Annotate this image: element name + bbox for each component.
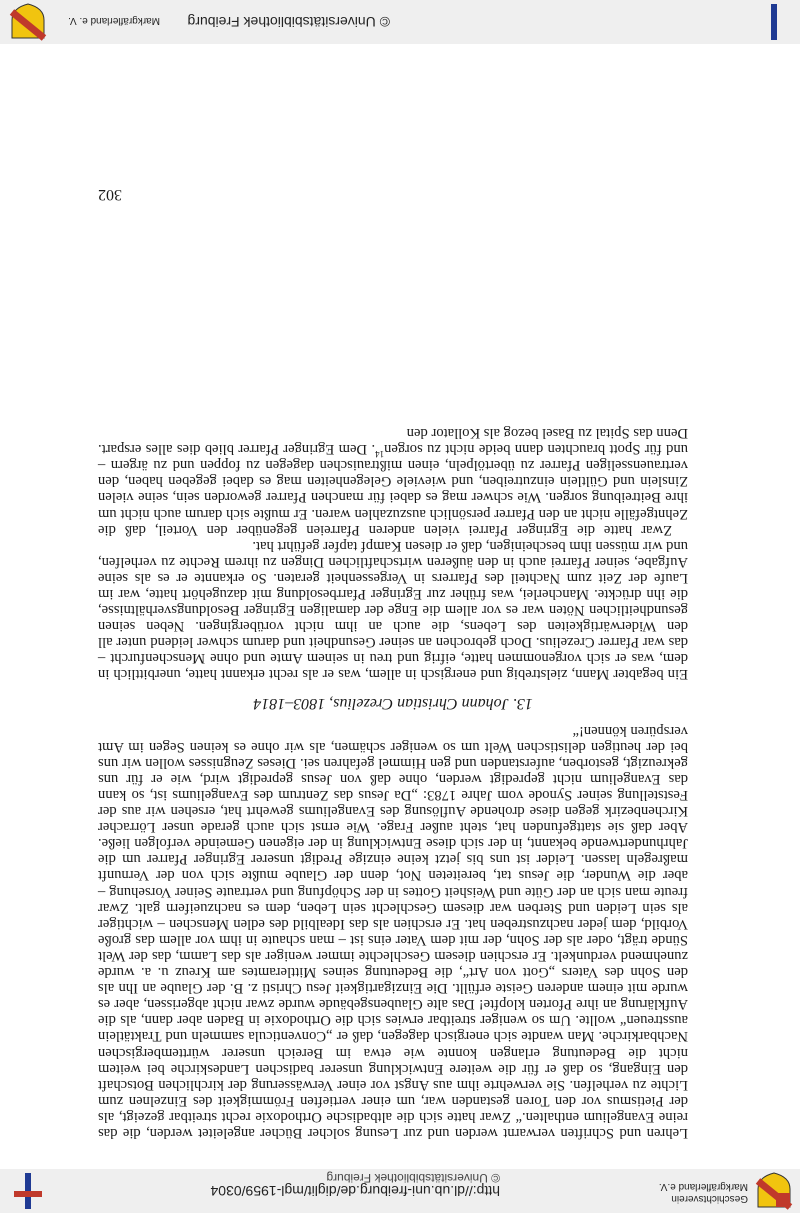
university-library-logo-icon xyxy=(8,1171,48,1211)
society-crest-icon xyxy=(8,2,48,42)
digital-library-url[interactable]: http://dl.ub.uni-freiburg.de/diglit/mgl-1959/0304 xyxy=(210,1183,500,1199)
body-paragraph: Lehren und Schriften verwarnt werden und zur Lesung solcher Bücher angeleitet werden, die das reine Evangelium enthalten.“ Zwar hatte sich die altbadische Orthodoxie recht streitbar gezeigt, als der Pietismus vor den Toren gestanden war, um einer vertieften Frömmigkeit des Einzelnen zum Lichte zu verhelfen. Sie verwehrte ihm aus Angst vor einer Verwässerung der kirchlichen Botschaft den Eingang, so daß er für die weitere Entwicklung unserer badischen Landeskirche bei weitem nicht die Bedeutung erlangen konnte wie etwa im Bereich unserer württembergischen Nachbarkirche. Man wandte sich energisch dagegen, daß er „Conventicula sammeln und Traktätlein ausstreuen“ wollte. Um so weniger streitbar erwies sich die Orthodoxie in Baden aber dann, als die Aufklärung an ihre Pforten klopfte! Das alte Glaubensgebäude wurde zwar nicht abgerissen, aber es wurde mit einem anderen Geiste erfüllt. Die Einzigartigkeit Jesu Christi z. B. der Glaube an Ihn als den Sohn des Vaters „Gott von Art“, die Bedeutung seines Mittleramtes am Kreuz u. a. wurde zunehmend verdunkelt. Er erschien diesem Geschlechte immer weniger als das Lamm, das der Welt Sünde trägt, oder als der Sohn, der mit dem Vater eins ist – man schaute in ihm vor allem das große Vorbild, dem jeder nachzustreben hat. Er erschien als das Idealbild des edlen Menschen – wichtiger als sein Leiden und Sterben war diesem Geschlecht sein Leben, dem es nachzueifern galt. Zwar freute man sich an der Güte und Weisheit Gottes in der Schöpfung und vertraute Seiner Vorsehung – aber die Wunder, die Jesus tat, bereiteten Not, denn der Glaube mußte sich von der Vernunft maßregeln lassen. Leider ist uns bis jetzt keine einzige Predigt unserer Egringer Pfarrer um die Jahrhundertwende bekannt, in der sich diese Entwicklung in der eigenen Gemeinde verfolgen ließe. Aber daß sie stattgefunden hat, steht außer Frage. Wie ernst sich auch gerade unser Lörracher Kirchenbezirk gegen diese drohende Auflösung des Evangeliums gewehrt hat, ersehen wir aus der Feststellung seiner Synode vom Jahre 1783: „Da Jesus das Zentrum des Evangeliums ist, so kann das Evangelium nicht gepredigt werden, ohne daß von Jesus gepredigt wird, wie er für uns gekreuzigt, gestorben, auferstanden und gen Himmel gefahren sei. Dieses Zeugnisses wollen wir uns bei der heutigen delistischen Welt um so weniger schämen, als wir ohne es keinen Segen im Amt verspüren können!“ xyxy=(98,722,688,1141)
footer-society: Markgräflerland e. V. xyxy=(68,15,160,26)
society-crest-icon xyxy=(754,1171,794,1211)
section-heading: 13. Johann Christian Crezelius, 1803–1814 xyxy=(253,694,533,712)
body-paragraph-with-note xyxy=(98,425,688,538)
copyright-notice: © Universitätsbibliothek Freiburg xyxy=(326,1171,500,1185)
page-number: 302 xyxy=(98,186,122,203)
footnote-marker: 14 xyxy=(375,449,385,460)
document-body xyxy=(98,425,688,1141)
university-library-logo-icon xyxy=(754,2,794,42)
paragraph-text: Zwar hatte die Egringer Pfarrei vielen anderen Pfarreien gegenüber den Vorteil, daß die Zehntgefälle nicht an den Pfarrer persönlich auszuzahlen waren. Er mußte sich darum auch nicht um ihre Beitreibung sorgen. Wie schwer mag es dabei für manchen Pfarrer geworden sein, seine vielen Zinslein und Gültlein einzutreiben, und wieviele Gelegenheiten mag es dabei gegeben haben, den vertrauensseligen Pfarrer zu übertölpeln, einen mißtrauischen dagegen zu foppen und zu ärgern – und für Spott brauchten dann beide nicht zu sorgen xyxy=(98,441,688,538)
body-paragraph: Ein begabter Mann, zielstrebig und energisch in allem, was er als recht erkannt hatte, unerbittlich in dem, was er sich vorgenommen hatte, eifrig und treu in seinem Amte und ohne Menschenfurcht – das war Pfarrer Crezelius. Doch gebrochen an seiner Gesundheit und darum schwer leidend unter all den Widerwärtigkeiten des Lebens, die auch an ihm nicht vorübergingen. Neben seinen gesundheitlichen Nöten war es vor allem die Enge der damaligen Egringer Besoldungsverhältnisse, die ihn drückte. Mancherlei, was früher zur Egringer Pfarrbesoldung mit dazugehört hatte, war im Laufe der Zeit zum Nachteil des Pfarrers in Vergessenheit geraten. So erkannte er es als seine Aufgabe, seiner Pfarrei auch in den äußeren wirtschaftlichen Dingen zu ihrem Rechte zu verhelfen, und wir müssen ihm bescheinigen, daß er diesen Kampf tapfer geführt hat. xyxy=(98,537,688,683)
library-header-bar xyxy=(0,1169,800,1213)
society-name-line1: Geschichtsverein xyxy=(671,1193,748,1204)
society-name-line2: Markgräflerland e.V. xyxy=(658,1181,748,1192)
paragraph-text-continued: . Dem Egringer Pfarrer blieb dies alles erspart. Denn das Spital zu Basel bezog als Kollator den xyxy=(98,425,688,458)
footer-copyright: © Universitätsbibliothek Freiburg xyxy=(187,14,390,30)
library-footer-bar xyxy=(0,0,800,44)
